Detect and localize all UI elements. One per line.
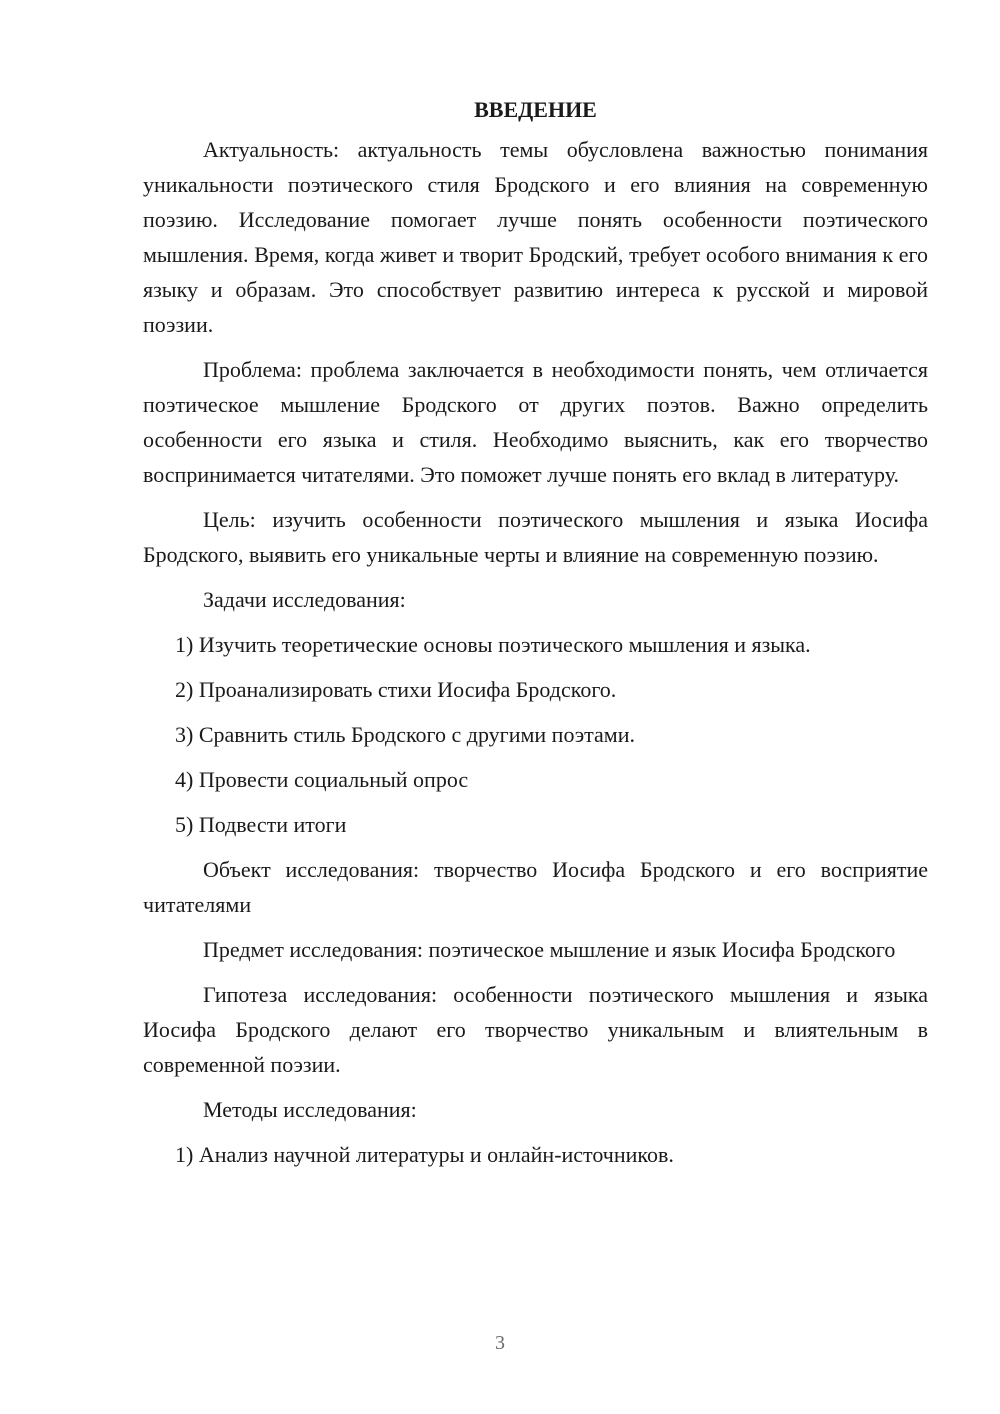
tasks-heading: Задачи исследования: [203, 587, 406, 612]
tasks-list [143, 627, 928, 842]
problem-paragraph: Проблема: проблема заключается в необходимости понять, чем отличается поэтическое мышление Бродского от других поэтов. Важно определить особенности его языка и стиля. Необходимо выяснить, как его творчество воспринимается читателями. Это поможет лучше понять его вклад в литературу. [143, 357, 928, 487]
list-item: 1) Анализ научной литературы и онлайн-источников. [175, 1142, 674, 1167]
methods-list [143, 1137, 928, 1172]
object-paragraph: Объект исследования: творчество Иосифа Бродского и его восприятие читателями [143, 857, 928, 917]
list-item: 5) Подвести итоги [175, 812, 347, 837]
document-body [143, 93, 928, 1172]
goal-paragraph: Цель: изучить особенности поэтического мышления и языка Иосифа Бродского, выявить его уникальные черты и влияние на современную поэзию. [143, 507, 928, 567]
hypothesis-paragraph: Гипотеза исследования: особенности поэтического мышления и языка Иосифа Бродского делают его творчество уникальным и влиятельным в современной поэзии. [143, 982, 928, 1077]
section-title: ВВЕДЕНИЕ [474, 97, 597, 122]
list-item: 4) Провести социальный опрос [175, 767, 469, 792]
relevance-paragraph: Актуальность: актуальность темы обусловлена важностью понимания уникальности поэтического стиля Бродского и его влияния на современную поэзию. Исследование помогает лучше понять особенности поэтического мышления. Время, когда живет и творит Бродский, требует особого внимания к его языку и образам. Это способствует развитию интереса к русской и мировой поэзии. [143, 137, 928, 337]
subject-paragraph: Предмет исследования: поэтическое мышление и язык Иосифа Бродского [203, 937, 896, 962]
list-item: 2) Проанализировать стихи Иосифа Бродского. [175, 677, 617, 702]
page-number: 3 [495, 1332, 505, 1354]
list-item: 3) Сравнить стиль Бродского с другими поэтами. [175, 722, 636, 747]
methods-heading: Методы исследования: [203, 1097, 417, 1122]
list-item: 1) Изучить теоретические основы поэтического мышления и языка. [175, 632, 811, 657]
